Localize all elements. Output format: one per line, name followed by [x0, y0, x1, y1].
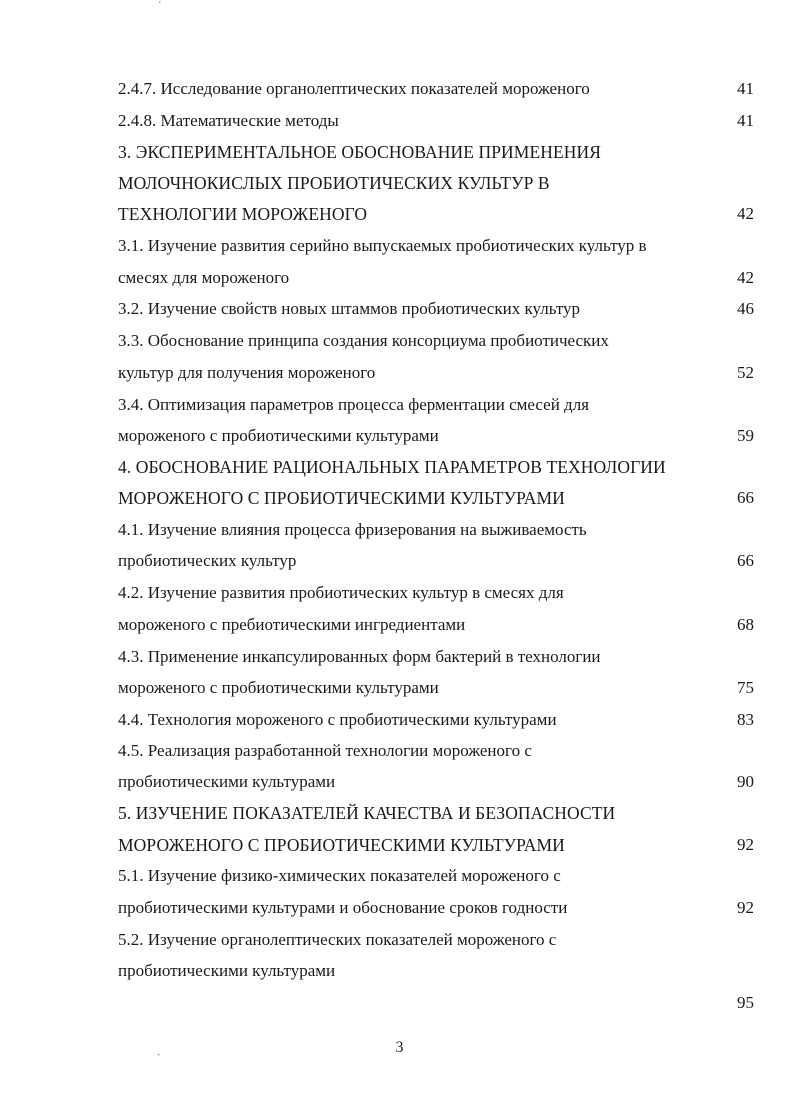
toc-entry-title: 2.4.8. Математические методы: [118, 111, 339, 130]
toc-entry-page: 41: [737, 79, 754, 98]
toc-entry-title: 5.1. Изучение физико-химических показателей мороженого с: [118, 866, 561, 885]
scan-speck: ˏ: [157, 1045, 161, 1056]
toc-entry-title: 3.3. Обоснование принципа создания консорциума пробиотических: [118, 331, 609, 350]
toc-entry-title: пробиотических культур: [118, 551, 297, 570]
toc-entry-title: 2.4.7. Исследование органолептических показателей мороженого: [118, 79, 590, 98]
toc-entry-title: пробиотическими культурами: [118, 961, 336, 980]
toc-entry-page: 83: [737, 710, 754, 729]
toc-entry-title: культур для получения мороженого: [118, 363, 376, 382]
toc-entry-page: 59: [737, 426, 754, 445]
toc-entry: [118, 609, 754, 641]
toc-entry-page: 92: [737, 835, 754, 854]
toc-entry: [118, 735, 754, 767]
toc-entry-title: ТЕХНОЛОГИИ МОРОЖЕНОГО: [118, 204, 368, 224]
toc-chapter-heading: [118, 136, 754, 168]
toc-entry: [118, 641, 754, 673]
toc-entry-title: 4. ОБОСНОВАНИЕ РАЦИОНАЛЬНЫХ ПАРАМЕТРОВ ТЕХНОЛОГИИ: [118, 457, 666, 477]
toc-entry: [118, 262, 754, 294]
toc-entry: [118, 860, 754, 892]
toc-entry: [118, 987, 754, 1019]
toc-entry: [118, 105, 754, 137]
toc-entry-page: 41: [737, 111, 754, 130]
toc-entry: [118, 766, 754, 798]
toc-chapter-heading: [118, 167, 754, 199]
toc-entry: [118, 293, 754, 325]
toc-entry: [118, 924, 754, 956]
toc-entry: [118, 73, 754, 105]
toc-entry: [118, 325, 754, 357]
toc-entry-title: 4.3. Применение инкапсулированных форм бактерий в технологии: [118, 647, 601, 666]
toc-entry-page: 95: [737, 993, 754, 1012]
toc-entry: [118, 672, 754, 704]
toc-chapter-heading: [118, 451, 754, 483]
toc-entry-title: пробиотическими культурами и обоснование сроков годности: [118, 898, 568, 917]
toc-entry-title: 5.2. Изучение органолептических показателей мороженого с: [118, 930, 557, 949]
toc-entry-page: 42: [737, 268, 754, 287]
toc-entry-page: 66: [737, 488, 754, 507]
toc-entry-title: 4.1. Изучение влияния процесса фризерования на выживаемость: [118, 520, 587, 539]
toc-entry-page: 75: [737, 678, 754, 697]
toc-entry-title: 4.5. Реализация разработанной технологии мороженого с: [118, 741, 532, 760]
toc-entry: [118, 892, 754, 924]
toc-chapter-heading: [118, 829, 754, 861]
toc-entry: [118, 577, 754, 609]
page-number: 3: [395, 1039, 404, 1056]
toc-entry-title: 4.2. Изучение развития пробиотических культур в смесях для: [118, 583, 564, 602]
toc-entry-title: мороженого с пребиотическими ингредиентами: [118, 615, 466, 634]
toc-entry-title: 4.4. Технология мороженого с пробиотическими культурами: [118, 710, 557, 729]
toc-entry-page: 92: [737, 898, 754, 917]
toc-entry-title: смесях для мороженого: [118, 268, 290, 287]
toc-entry-page: 46: [737, 299, 754, 318]
toc-entry: [118, 955, 754, 987]
toc-entry-page: 68: [737, 615, 754, 634]
toc-entry-title: 3.4. Оптимизация параметров процесса ферментации смесей для: [118, 395, 589, 414]
toc-entry: [118, 545, 754, 577]
toc-chapter-heading: [118, 482, 754, 514]
toc-entry-page: 42: [737, 204, 754, 223]
toc-entry: [118, 357, 754, 389]
toc-entry-page: 66: [737, 551, 754, 570]
scan-speck: ˊ: [158, 1, 162, 12]
toc-entry-title: 5. ИЗУЧЕНИЕ ПОКАЗАТЕЛЕЙ КАЧЕСТВА И БЕЗОПАСНОСТИ: [118, 803, 616, 823]
toc-entry-title: 3.2. Изучение свойств новых штаммов пробиотических культур: [118, 299, 581, 318]
toc-entry: [118, 389, 754, 421]
toc-entry-title: мороженого с пробиотическими культурами: [118, 426, 439, 445]
toc-chapter-heading: [118, 797, 754, 829]
toc-entry: [118, 704, 754, 736]
toc-chapter-heading: [118, 198, 754, 230]
toc-entry: [118, 514, 754, 546]
toc-entry-page: 52: [737, 363, 754, 382]
toc-entry-title: мороженого с пробиотическими культурами: [118, 678, 439, 697]
toc-entry-title: 3.1. Изучение развития серийно выпускаемых пробиотических культур в: [118, 236, 647, 255]
toc-entry-page: 90: [737, 772, 754, 791]
toc-entry-title: пробиотическими культурами: [118, 772, 336, 791]
toc-entry-title: МОРОЖЕНОГО С ПРОБИОТИЧЕСКИМИ КУЛЬТУРАМИ: [118, 835, 565, 855]
toc-entry-title: МОРОЖЕНОГО С ПРОБИОТИЧЕСКИМИ КУЛЬТУРАМИ: [118, 488, 565, 508]
toc-entry-title: 3. ЭКСПЕРИМЕНТАЛЬНОЕ ОБОСНОВАНИЕ ПРИМЕНЕНИЯ: [118, 142, 602, 162]
toc-entry: [118, 230, 754, 262]
toc-entry-title: МОЛОЧНОКИСЛЫХ ПРОБИОТИЧЕСКИХ КУЛЬТУР В: [118, 173, 550, 193]
toc-entry: [118, 420, 754, 452]
